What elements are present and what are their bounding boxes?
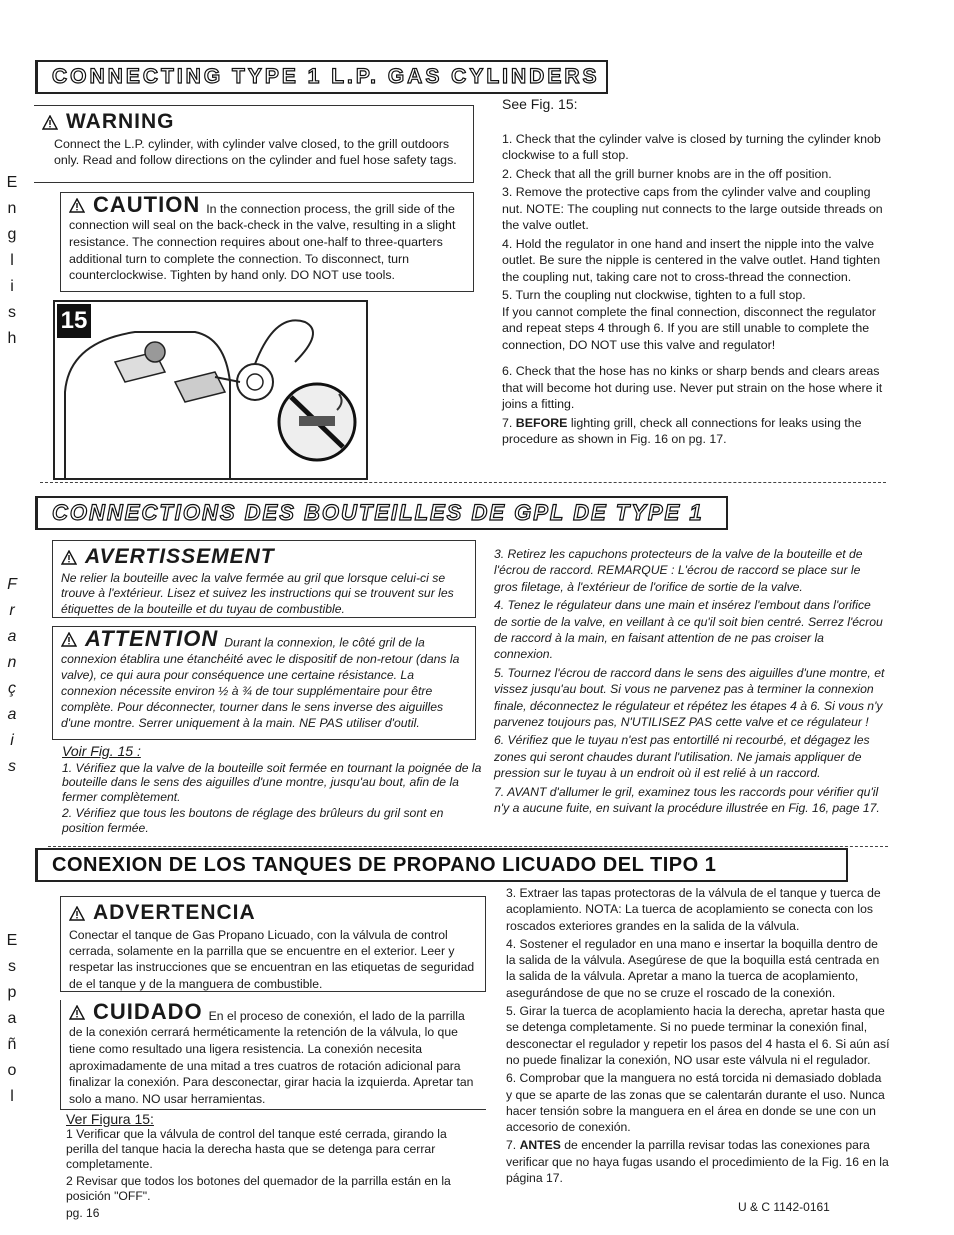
fr-caution-text: ATTENTION Durant la connexion, le côté gril de la connexion établira une étanchéité avec le dispositif de non-retour (dans la valve), ce qui aura pour conséquence une certaine résistance. La connexion nécessite environ ½ à ¾ de tour supplémentaire pour être complète. Pour déconnecter, tourner dans le sens inverse des aiguilles d'une montre. Serrer uniquement à la main. NE PAS utiliser d'outil. bbox=[61, 626, 460, 730]
page-number: pg. 16 bbox=[66, 1206, 100, 1220]
fr-step: 2. Vérifiez que tous les boutons de réglage des brûleurs du gril sont en position fermée. bbox=[62, 806, 444, 835]
en-step: 7. BEFORE lighting grill, check all connections for leaks using the procedure as shown in Fig. 16 on pg. 17. bbox=[502, 415, 862, 446]
en-step-note: If you cannot complete the final connection, disconnect the regulator and repeat steps 4 through 6. If you are still unable to complete the connection, DO NOT use this valve and regulator! bbox=[502, 304, 877, 352]
caution-triangle-icon bbox=[61, 632, 77, 647]
en-see-fig: See Fig. 15: bbox=[502, 96, 578, 112]
es-step: 3. Extraer las tapas protectoras de la válvula de el tanque y tuerca de acoplamiento. NOTA: La tuerca de acoplamiento se conecta con los roscados exteriores grandes en la salida de la válvula. bbox=[506, 886, 881, 933]
english-section-banner: CONNECTING TYPE 1 L.P. GAS CYLINDERS bbox=[35, 60, 608, 94]
sidebar-espanol: E s p a ñ o l bbox=[6, 932, 18, 1105]
es-warning-text: Conectar el tanque de Gas Propano Licuado, con la válvula de control cerrada, solamente en la parrilla que se encuentre en el exterior. Leer y respetar las instrucciones que se encuentran en las etiquetas de seguridad de el tanque y de la manguera de combustible. bbox=[69, 927, 475, 991]
es-left-steps bbox=[66, 1112, 482, 1206]
en-step: 6. Check that the hose has no kinks or sharp bends and clears areas that will become hot during use. Never put strain on the hose where it joins a fitting. bbox=[502, 364, 883, 411]
section-divider bbox=[48, 846, 888, 847]
fr-step: 5. Tournez l'écrou de raccord dans le sens des aiguilles d'une montre, et vissez jusqu'au bout. Si vous ne parvenez pas à terminer la connexion finale, déconnectez le régulateur et répétez les étapes 4 à 6. Si vous n'y parvenez toujours pas, N'UTILISEZ PAS cette valve et ce régulateur ! bbox=[494, 665, 885, 730]
fr-warning-heading: AVERTISSEMENT bbox=[61, 545, 275, 569]
fr-step: 3. Retirez les capuchons protecteurs de la valve de la bouteille et de l'écrou de raccord. REMARQUE : L'écrou de raccord se place sur le gros filetage, à l'extérieur de l'orifice de sortie de la valve. bbox=[494, 547, 863, 594]
fr-step: 4. Tenez le régulateur dans une main et insérez l'embout dans l'orifice de sortie de la valve, en veillant à ce qu'il soit bien centré. Serrez l'écrou de raccord à la main, en faisant attention de ne pas croiser la connexion. bbox=[494, 598, 883, 662]
fr-warning-box bbox=[52, 540, 476, 618]
warning-triangle-icon bbox=[42, 115, 58, 130]
es-step: 4. Sostener el regulador en una mano e insertar la boquilla dentro de la salida de la válvula. Asegúrese de que la boquilla está centrada en la salida de la válvula. Apretar a mano la tuerca de acoplamiento, asegurándose de que no se cruze el roscado de la conexión. bbox=[506, 936, 880, 1000]
en-step: 5. Turn the coupling nut clockwise, tighten to a full stop. bbox=[502, 288, 806, 302]
es-right-steps bbox=[506, 885, 890, 1188]
sidebar-english: E n g l i s h bbox=[6, 174, 18, 347]
es-step: 1 Verificar que la válvula de control del tanque esté cerrada, girando la perilla del tanque hacia la derecha hasta que se detenga para cerrar completamente. bbox=[66, 1127, 447, 1171]
fr-step: 1. Vérifiez que la valve de la bouteille soit fermée en tournant la poignée de la bouteille dans le sens des aiguilles d'une montre, jusqu'au bout, afin de la fermer complètement. bbox=[62, 760, 482, 804]
fr-step: 7. AVANT d'allumer le gril, examinez tous les raccords pour vérifier qu'il n'y a aucune fuite, en suivant la procédure illustrée en Fig. 16, page 17. bbox=[494, 784, 880, 816]
es-caution-text: CUIDADO En el proceso de conexión, el lado de la parrilla de la conexión cerrará herméticamente la retención de la válvula, lo que tiene como resultado una ligera resistencia. La conexión necesita aproximadamente de una mitad a tres cuatros de rotación adicional para finalizar la conexión. Para desconectar, girar hacia la izquierda. Apretar tan solo a mano. NO usar herramientas. bbox=[69, 999, 474, 1106]
en-instructions-column bbox=[502, 96, 894, 450]
spanish-section-banner: CONEXION DE LOS TANQUES DE PROPANO LICUADO DEL TIPO 1 bbox=[35, 848, 848, 882]
warning-triangle-icon bbox=[69, 906, 85, 921]
fr-see-fig: Voir Fig. 15 : bbox=[62, 743, 141, 759]
fr-left-steps bbox=[62, 744, 482, 838]
warning-triangle-icon bbox=[61, 550, 77, 565]
caution-triangle-icon bbox=[69, 1005, 85, 1020]
en-step: 4. Hold the regulator in one hand and insert the nipple into the valve outlet. Be sure the nipple is centered in the valve outlet. Hand tighten the coupling nut, taking care not to cross-thread the connection. bbox=[502, 236, 881, 284]
es-see-fig: Ver Figura 15: bbox=[66, 1111, 154, 1127]
document-code: U & C 1142-0161 bbox=[738, 1200, 830, 1214]
en-warning-heading: WARNING bbox=[42, 110, 175, 134]
en-step: 1. Check that the cylinder valve is closed by turning the cylinder knob clockwise to a full stop. bbox=[502, 131, 881, 162]
sidebar-francais: F r a n ç a i s bbox=[7, 576, 17, 775]
es-step: 5. Girar la tuerca de acoplamiento hacia la derecha, apretar hasta que se detenga completamente. Si no puede terminar la conexión final, desconectar el regulador y repetir los pasos del 4 hasta el 6. Si aún así no puede finalizar la conexión, NO usar este válvula ni el regulador. bbox=[506, 1004, 890, 1067]
french-section-banner: CONNECTIONS DES BOUTEILLES DE GPL DE TYPE 1 bbox=[35, 496, 728, 530]
fr-warning-text: Ne relier la bouteille avec la valve fermée au gril que lorsque celui-ci se trouve à l'extérieur. Lisez et suivez les instructions qui se trouvent sur les étiquettes de la bouteille et du tuyau de combustible. bbox=[61, 570, 454, 616]
caution-triangle-icon bbox=[69, 198, 85, 213]
en-caution-text: CAUTION In the connection process, the grill side of the connection will seal on the back-check in the valve, resulting in a slight resistance. The connection requires about one-half to three-quarters additional turn to complete the connection. To disconnect, turn counterclockwise. Tighten by hand only. DO NOT use tools. bbox=[69, 192, 456, 283]
es-warning-box bbox=[60, 896, 486, 992]
en-step: 3. Remove the protective caps from the cylinder valve and coupling nut. NOTE: The coupling nut connects to the large outside threads on the valve outlet. bbox=[502, 185, 883, 232]
es-step: 2 Revisar que todos los botones del quemador de la parrilla están en la posición "OFF". bbox=[66, 1174, 451, 1203]
es-step: 6. Comprobar que la manguera no está torcida ni demasiado doblada y que se aparte de las zonas que se calentarán durante el uso. Nunca hacer tensión sobre la manguera en el área en donde se une con un accesorio de conexión. bbox=[506, 1071, 885, 1135]
es-warning-heading: ADVERTENCIA bbox=[69, 901, 256, 925]
section-divider bbox=[40, 482, 886, 483]
en-step: 2. Check that all the grill burner knobs are in the off position. bbox=[502, 166, 832, 181]
en-caution-box bbox=[60, 192, 474, 292]
en-warning-text: Connect the L.P. cylinder, with cylinder valve closed, to the grill outdoors only. Read and follow directions on the cylinder and fuel hose safety tags. bbox=[54, 136, 457, 168]
es-caution-box bbox=[60, 1000, 486, 1110]
en-warning-box bbox=[34, 105, 474, 183]
figure-15-illustration bbox=[53, 300, 368, 480]
fr-caution-box bbox=[52, 626, 476, 740]
cylinder-regulator-drawing bbox=[55, 302, 366, 478]
fr-step: 6. Vérifiez que le tuyau n'est pas entortillé ni recourbé, et dégagez les zones qui seront chaudes durant l'utilisation. Ne jamais appliquer de pression sur le tuyau à un endroit où il est relié à un raccord. bbox=[494, 733, 870, 781]
fr-right-steps bbox=[494, 546, 886, 819]
es-step: 7. ANTES de encender la parrilla revisar todas las conexiones para verificar que no haya fugas usando el procedimiento de la Fig. 16 en la página 17. bbox=[506, 1138, 889, 1186]
figure-number: 15 bbox=[57, 304, 91, 338]
